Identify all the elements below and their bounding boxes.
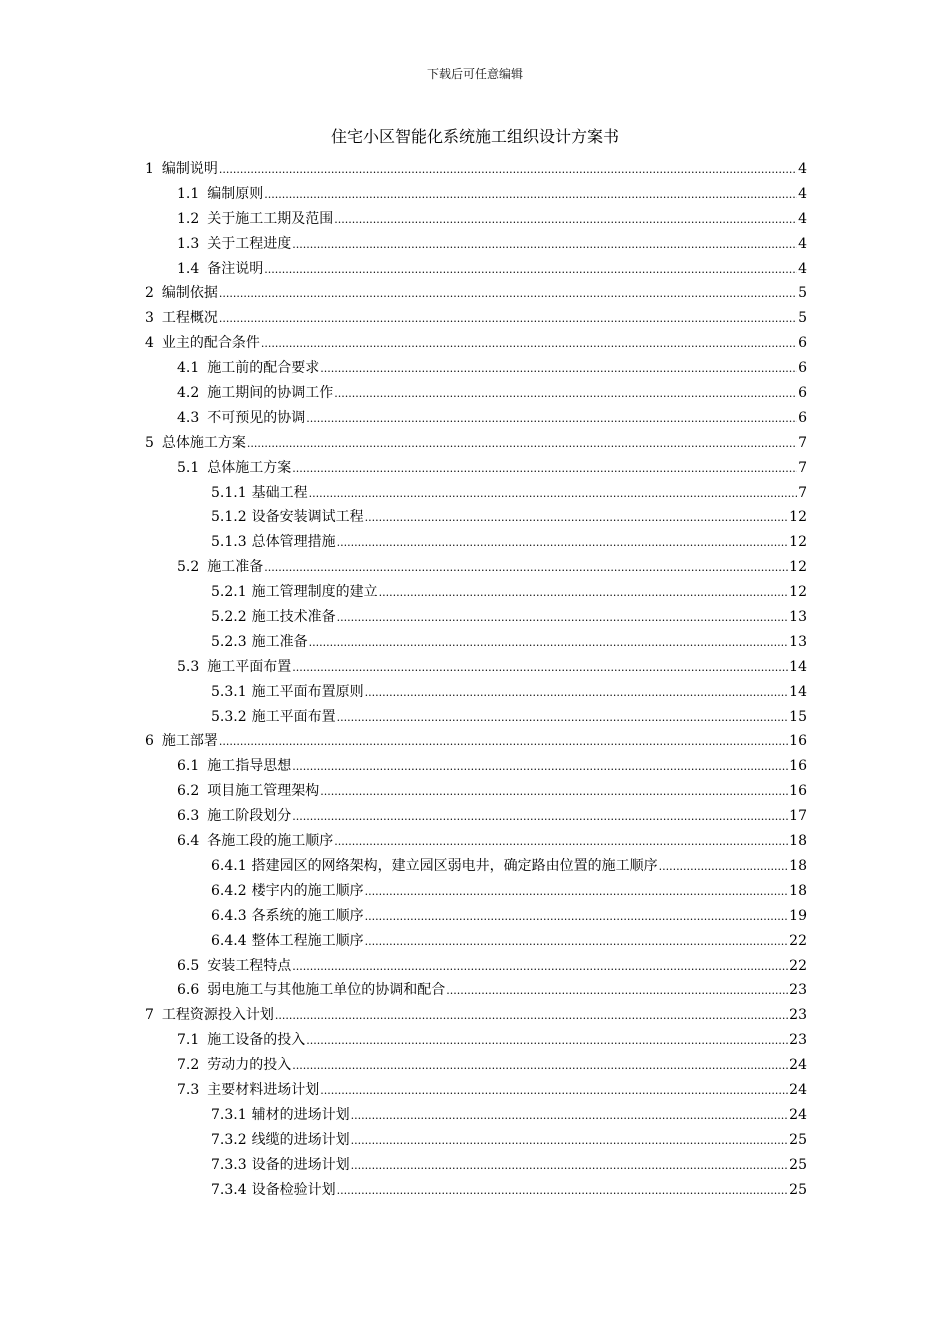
toc-entry-number: 5.1.3 <box>211 534 247 551</box>
toc-entry-page-number: 25 <box>789 1131 807 1148</box>
toc-dot-leader <box>334 830 788 855</box>
toc-entry-title: 施工设备的投入 <box>207 1032 306 1049</box>
toc-entry-number: 6.3 <box>177 808 200 825</box>
toc-entry-title: 弱电施工与其他施工单位的协调和配合 <box>207 982 446 999</box>
toc-entry-title: 施工指导思想 <box>207 758 292 775</box>
toc-dot-leader <box>264 556 788 581</box>
toc-dot-leader <box>306 407 797 432</box>
toc-entry-page-number: 18 <box>789 882 807 899</box>
toc-dot-leader <box>351 1129 789 1154</box>
toc-entry-title: 各系统的施工顺序 <box>251 907 364 924</box>
toc-entry-title: 搭建园区的网络架构，建立园区弱电井，确定路由位置的施工顺序 <box>251 857 658 874</box>
toc-entry-4-1[interactable] <box>145 356 807 381</box>
toc-entry-title: 设备的进场计划 <box>251 1156 350 1173</box>
toc-entry-number: 5.2.3 <box>211 633 247 650</box>
toc-dot-leader <box>334 382 797 407</box>
toc-entry-title: 施工阶段划分 <box>207 808 292 825</box>
toc-dot-leader <box>292 805 788 830</box>
toc-entry-1-1[interactable] <box>145 182 807 207</box>
toc-entry-page-number: 16 <box>789 758 807 775</box>
toc-entry-number: 7.2 <box>177 1057 200 1074</box>
toc-entry-page-number: 12 <box>789 534 807 551</box>
toc-dot-leader <box>275 1004 788 1029</box>
toc-entry-number: 3 <box>145 310 154 327</box>
toc-dot-leader <box>264 183 797 208</box>
toc-dot-leader <box>219 282 797 307</box>
toc-entry-number: 5.3.1 <box>211 683 247 700</box>
toc-entry-title: 施工平面布置原则 <box>251 683 364 700</box>
toc-entry-5-2-1[interactable] <box>145 580 807 605</box>
toc-entry-page-number: 13 <box>789 633 807 650</box>
toc-entry-6-5[interactable] <box>145 954 807 979</box>
toc-entry-number: 7.3 <box>177 1081 200 1098</box>
toc-entry-title: 基础工程 <box>251 484 308 501</box>
toc-dot-leader <box>292 755 788 780</box>
toc-dot-leader <box>337 531 789 556</box>
toc-entry-number: 6.1 <box>177 758 200 775</box>
toc-entry-6-6[interactable] <box>145 978 807 1003</box>
toc-dot-leader <box>365 930 789 955</box>
toc-entry-title: 施工平面布置 <box>251 708 336 725</box>
toc-entry-page-number: 4 <box>798 235 807 252</box>
toc-entry-title: 总体管理措施 <box>251 534 336 551</box>
toc-entry-5-3[interactable] <box>145 655 807 680</box>
toc-entry-title: 编制依据 <box>161 285 218 302</box>
toc-entry-4-2[interactable] <box>145 381 807 406</box>
toc-dot-leader <box>351 1104 789 1129</box>
toc-entry-number: 6.5 <box>177 957 200 974</box>
toc-entry-number: 7.3.3 <box>211 1156 247 1173</box>
toc-entry-page-number: 22 <box>789 932 807 949</box>
toc-entry-page-number: 24 <box>789 1081 807 1098</box>
toc-entry-number: 7.3.4 <box>211 1181 247 1198</box>
toc-entry-page-number: 5 <box>798 310 807 327</box>
toc-entry-number: 5.1.1 <box>211 484 247 501</box>
toc-entry-title: 总体施工方案 <box>207 459 292 476</box>
toc-dot-leader <box>292 656 788 681</box>
toc-entry-number: 5.3 <box>177 658 200 675</box>
toc-entry-4-3[interactable] <box>145 406 807 431</box>
toc-dot-leader <box>365 681 789 706</box>
toc-entry-6-1[interactable] <box>145 754 807 779</box>
toc-entry-title: 各施工段的施工顺序 <box>207 833 334 850</box>
toc-entry-page-number: 19 <box>789 907 807 924</box>
toc-entry-title: 工程概况 <box>161 310 218 327</box>
toc-entry-number: 6.4.3 <box>211 907 247 924</box>
toc-entry-page-number: 16 <box>789 733 807 750</box>
toc-dot-leader <box>219 158 797 183</box>
toc-entry-7-3-1[interactable] <box>145 1103 807 1128</box>
toc-entry-page-number: 12 <box>789 584 807 601</box>
toc-entry-page-number: 14 <box>789 683 807 700</box>
toc-entry-page-number: 5 <box>798 285 807 302</box>
toc-entry-1-4[interactable] <box>145 257 807 282</box>
toc-entry-title: 关于施工工期及范围 <box>207 210 334 227</box>
toc-entry-number: 1.1 <box>177 185 200 202</box>
toc-entry-7-3[interactable] <box>145 1078 807 1103</box>
toc-entry-6-4-3[interactable] <box>145 904 807 929</box>
toc-entry-5-3-2[interactable] <box>145 705 807 730</box>
toc-entry-number: 7.1 <box>177 1032 200 1049</box>
toc-entry-page-number: 4 <box>798 161 807 177</box>
toc-entry-5-2-2[interactable] <box>145 605 807 630</box>
toc-entry-title: 工程资源投入计划 <box>161 1007 274 1024</box>
toc-entry-number: 5.1 <box>177 459 200 476</box>
toc-entry-page-number: 17 <box>789 808 807 825</box>
toc-entry-number: 7.3.2 <box>211 1131 247 1148</box>
toc-entry-7-3-3[interactable] <box>145 1153 807 1178</box>
toc-entry-number: 6.4.2 <box>211 882 247 899</box>
table-of-contents <box>145 157 807 1202</box>
toc-entry-title: 业主的配合条件 <box>161 335 260 352</box>
toc-dot-leader <box>320 357 797 382</box>
toc-entry-page-number: 7 <box>798 434 807 451</box>
toc-entry-title: 施工准备 <box>207 559 264 576</box>
toc-entry-title: 辅材的进场计划 <box>251 1106 350 1123</box>
toc-entry-page-number: 23 <box>789 982 807 999</box>
toc-entry-number: 4 <box>145 335 154 352</box>
toc-entry-5-1-2[interactable] <box>145 505 807 530</box>
toc-entry-title: 线缆的进场计划 <box>251 1131 350 1148</box>
toc-dot-leader <box>337 706 789 731</box>
toc-dot-leader <box>351 1154 789 1179</box>
toc-entry-7-3-2[interactable] <box>145 1128 807 1153</box>
toc-entry-2[interactable] <box>145 281 807 306</box>
toc-entry-page-number: 16 <box>789 783 807 800</box>
toc-dot-leader <box>261 332 797 357</box>
toc-entry-page-number: 25 <box>789 1156 807 1173</box>
toc-entry-page-number: 14 <box>789 658 807 675</box>
toc-dot-leader <box>365 880 789 905</box>
toc-entry-number: 5.2.1 <box>211 584 247 601</box>
toc-entry-5-1[interactable] <box>145 456 807 481</box>
toc-entry-5-2-3[interactable] <box>145 630 807 655</box>
page-header-note: 下载后可任意编辑 <box>426 67 523 81</box>
toc-entry-title: 楼宇内的施工顺序 <box>251 882 364 899</box>
toc-entry-number: 5.3.2 <box>211 708 247 725</box>
toc-entry-page-number: 12 <box>789 559 807 576</box>
toc-entry-page-number: 23 <box>789 1007 807 1024</box>
toc-entry-page-number: 24 <box>789 1106 807 1123</box>
toc-entry-7-2[interactable] <box>145 1053 807 1078</box>
toc-dot-leader <box>309 482 797 507</box>
toc-entry-number: 5.2.2 <box>211 609 247 626</box>
toc-dot-leader <box>320 780 788 805</box>
toc-entry-page-number: 24 <box>789 1057 807 1074</box>
toc-dot-leader <box>292 955 788 980</box>
toc-entry-page-number: 13 <box>789 609 807 626</box>
toc-entry-page-number: 4 <box>798 185 807 202</box>
toc-entry-title: 施工前的配合要求 <box>207 360 320 377</box>
toc-dot-leader <box>292 1054 788 1079</box>
toc-entry-7[interactable] <box>145 1003 807 1028</box>
toc-entry-number: 5.2 <box>177 559 200 576</box>
toc-entry-4[interactable] <box>145 331 807 356</box>
toc-entry-number: 6.6 <box>177 982 200 999</box>
toc-entry-title: 安装工程特点 <box>207 957 292 974</box>
toc-entry-6[interactable] <box>145 729 807 754</box>
toc-entry-number: 4.1 <box>177 360 200 377</box>
toc-entry-6-4-4[interactable] <box>145 929 807 954</box>
toc-entry-title: 施工技术准备 <box>251 609 336 626</box>
toc-entry-number: 6 <box>145 733 154 750</box>
toc-dot-leader <box>219 730 788 755</box>
toc-entry-title: 设备安装调试工程 <box>251 509 364 526</box>
toc-entry-page-number: 7 <box>798 484 807 501</box>
toc-entry-6-4-2[interactable] <box>145 879 807 904</box>
toc-entry-6-4[interactable] <box>145 829 807 854</box>
toc-dot-leader <box>219 307 797 332</box>
toc-entry-5-3-1[interactable] <box>145 680 807 705</box>
toc-entry-3[interactable] <box>145 306 807 331</box>
toc-entry-1-2[interactable] <box>145 207 807 232</box>
toc-entry-1-3[interactable] <box>145 232 807 257</box>
toc-entry-number: 4.3 <box>177 409 200 426</box>
toc-dot-leader <box>446 979 788 1004</box>
toc-entry-number: 1.4 <box>177 260 200 277</box>
toc-entry-title: 设备检验计划 <box>251 1181 336 1198</box>
toc-entry-number: 4.2 <box>177 385 200 402</box>
toc-entry-title: 劳动力的投入 <box>207 1057 292 1074</box>
document-title: 住宅小区智能化系统施工组织设计方案书 <box>330 127 619 146</box>
toc-dot-leader <box>337 606 789 631</box>
toc-entry-title: 总体施工方案 <box>161 434 246 451</box>
toc-entry-number: 6.4 <box>177 833 200 850</box>
toc-entry-page-number: 15 <box>789 708 807 725</box>
toc-entry-number: 1.3 <box>177 235 200 252</box>
toc-dot-leader <box>292 233 797 258</box>
toc-entry-number: 6.4.1 <box>211 857 247 874</box>
toc-entry-1[interactable] <box>145 157 807 182</box>
toc-dot-leader <box>309 631 789 656</box>
toc-entry-title: 项目施工管理架构 <box>207 783 320 800</box>
toc-entry-number: 2 <box>145 285 154 302</box>
toc-entry-page-number: 12 <box>789 509 807 526</box>
toc-dot-leader <box>292 457 797 482</box>
toc-entry-6-2[interactable] <box>145 779 807 804</box>
toc-entry-number: 5 <box>145 434 154 451</box>
toc-entry-number: 1.2 <box>177 210 200 227</box>
toc-entry-title: 编制说明 <box>161 161 218 177</box>
toc-entry-title: 施工平面布置 <box>207 658 292 675</box>
toc-dot-leader <box>659 855 789 880</box>
toc-entry-page-number: 18 <box>789 833 807 850</box>
toc-entry-title: 主要材料进场计划 <box>207 1081 320 1098</box>
toc-entry-number: 7 <box>145 1007 154 1024</box>
toc-entry-page-number: 6 <box>798 409 807 426</box>
toc-dot-leader <box>306 1029 788 1054</box>
toc-entry-number: 6.4.4 <box>211 932 247 949</box>
toc-entry-7-3-4[interactable] <box>145 1178 807 1203</box>
toc-dot-leader <box>247 432 797 457</box>
toc-entry-title: 编制原则 <box>207 185 264 202</box>
toc-entry-7-1[interactable] <box>145 1028 807 1053</box>
toc-dot-leader <box>379 581 789 606</box>
toc-entry-number: 6.2 <box>177 783 200 800</box>
toc-entry-title: 备注说明 <box>207 260 264 277</box>
toc-entry-5-1-1[interactable] <box>145 481 807 506</box>
toc-entry-page-number: 4 <box>798 260 807 277</box>
toc-entry-title: 施工期间的协调工作 <box>207 385 334 402</box>
toc-entry-page-number: 6 <box>798 360 807 377</box>
toc-entry-page-number: 22 <box>789 957 807 974</box>
toc-dot-leader <box>365 905 789 930</box>
toc-dot-leader <box>264 258 797 283</box>
toc-entry-6-3[interactable] <box>145 804 807 829</box>
toc-entry-page-number: 4 <box>798 210 807 227</box>
toc-entry-title: 整体工程施工顺序 <box>251 932 364 949</box>
toc-entry-5-1-3[interactable] <box>145 530 807 555</box>
toc-entry-5-2[interactable] <box>145 555 807 580</box>
toc-entry-title: 关于工程进度 <box>207 235 292 252</box>
toc-entry-number: 7.3.1 <box>211 1106 247 1123</box>
toc-dot-leader <box>337 1179 789 1204</box>
toc-entry-page-number: 7 <box>798 459 807 476</box>
toc-dot-leader <box>320 1079 788 1104</box>
toc-entry-title: 不可预见的协调 <box>207 409 306 426</box>
toc-entry-6-4-1[interactable] <box>145 854 807 879</box>
toc-entry-title: 施工准备 <box>251 633 308 650</box>
toc-entry-page-number: 18 <box>789 857 807 874</box>
toc-entry-number: 1 <box>145 161 154 177</box>
toc-dot-leader <box>334 208 797 233</box>
toc-entry-page-number: 23 <box>789 1032 807 1049</box>
toc-entry-title: 施工部署 <box>161 733 218 750</box>
toc-entry-page-number: 6 <box>798 385 807 402</box>
toc-entry-page-number: 6 <box>798 335 807 352</box>
toc-entry-title: 施工管理制度的建立 <box>251 584 378 601</box>
toc-entry-number: 5.1.2 <box>211 509 247 526</box>
toc-entry-page-number: 25 <box>789 1181 807 1198</box>
toc-entry-5[interactable] <box>145 431 807 456</box>
toc-dot-leader <box>365 506 789 531</box>
